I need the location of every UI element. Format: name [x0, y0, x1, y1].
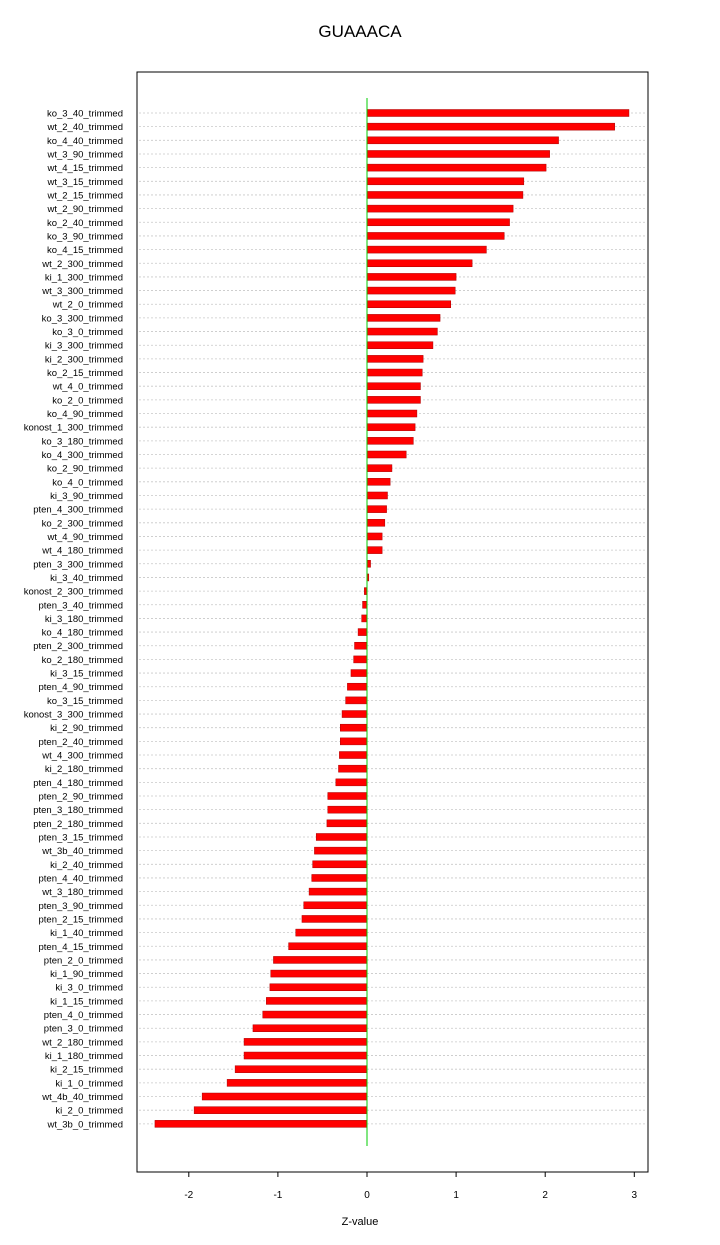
category-label: ki_3_40_trimmed — [50, 572, 123, 584]
category-label: wt_2_90_trimmed — [47, 204, 123, 216]
bar — [270, 984, 367, 991]
bar — [367, 506, 387, 513]
bar — [367, 437, 413, 444]
bar — [313, 861, 367, 868]
category-label: pten_3_300_trimmed — [33, 559, 123, 571]
category-label: ko_4_90_trimmed — [46, 409, 123, 421]
category-label: wt_3_300_trimmed — [42, 286, 123, 298]
category-label: konost_3_300_trimmed — [23, 709, 123, 721]
category-label: wt_2_0_trimmed — [52, 299, 123, 311]
category-label: ki_1_15_trimmed — [50, 996, 123, 1008]
category-label: pten_3_90_trimmed — [38, 900, 123, 912]
category-label: pten_2_0_trimmed — [43, 955, 123, 967]
bar — [367, 519, 385, 526]
bar — [327, 820, 367, 827]
category-label: ki_2_15_trimmed — [50, 1064, 123, 1076]
category-label: ki_1_300_trimmed — [44, 272, 123, 284]
bar — [312, 874, 367, 881]
bar — [367, 205, 513, 212]
bar — [367, 273, 456, 280]
category-label: wt_4_180_trimmed — [42, 545, 123, 557]
bar — [367, 533, 382, 540]
bar — [367, 110, 629, 117]
category-label: ko_2_0_trimmed — [52, 395, 123, 407]
category-label: ko_3_180_trimmed — [41, 436, 123, 448]
bar — [367, 178, 524, 185]
bar — [367, 396, 420, 403]
category-label: ki_3_90_trimmed — [50, 490, 123, 502]
category-label: konost_1_300_trimmed — [23, 422, 123, 434]
bar — [367, 547, 382, 554]
category-label: ki_3_300_trimmed — [44, 340, 123, 352]
bar — [314, 847, 367, 854]
x-tick-label: -1 — [273, 1190, 283, 1201]
bar — [367, 287, 455, 294]
bar — [194, 1107, 367, 1114]
category-label: wt_3b_40_trimmed — [42, 846, 123, 858]
category-label: pten_2_15_trimmed — [38, 914, 123, 926]
bar — [367, 260, 472, 267]
category-label: wt_3_15_trimmed — [47, 176, 123, 188]
category-label: wt_3_90_trimmed — [47, 149, 123, 161]
bar — [367, 219, 510, 226]
bar — [155, 1120, 367, 1127]
bar — [309, 888, 367, 895]
bar — [367, 164, 546, 171]
category-label: pten_2_180_trimmed — [33, 818, 123, 830]
bar — [316, 833, 367, 840]
category-label: ko_2_90_trimmed — [46, 463, 123, 475]
category-label: ki_2_300_trimmed — [44, 354, 123, 366]
category-label: ki_1_40_trimmed — [50, 928, 123, 940]
x-tick-label: 2 — [542, 1190, 548, 1201]
bar — [367, 369, 422, 376]
category-label: ko_4_0_trimmed — [52, 477, 123, 489]
category-label: ki_3_15_trimmed — [50, 668, 123, 680]
category-label: wt_2_40_trimmed — [47, 122, 123, 134]
bar — [347, 683, 367, 690]
bar — [358, 629, 367, 636]
bar — [351, 670, 367, 677]
bar — [367, 342, 433, 349]
category-label: pten_2_90_trimmed — [38, 791, 123, 803]
category-label: pten_4_300_trimmed — [33, 504, 123, 516]
bar — [367, 137, 559, 144]
bar — [338, 765, 367, 772]
bar — [367, 328, 437, 335]
bar — [202, 1093, 367, 1100]
bar — [296, 929, 367, 936]
category-label: ko_4_15_trimmed — [46, 245, 123, 257]
category-label: ki_1_180_trimmed — [44, 1051, 123, 1063]
category-label: pten_4_180_trimmed — [33, 777, 123, 789]
category-labels — [24, 109, 123, 1131]
category-label: wt_2_300_trimmed — [42, 258, 123, 270]
bar — [304, 902, 367, 909]
category-label: ki_3_0_trimmed — [55, 982, 123, 994]
bar — [367, 150, 550, 157]
bar — [339, 752, 367, 759]
bar — [367, 383, 420, 390]
category-label: pten_4_90_trimmed — [38, 682, 123, 694]
x-tick-label: 3 — [631, 1190, 638, 1201]
category-label: pten_3_0_trimmed — [43, 1023, 123, 1035]
bar — [289, 943, 367, 950]
bar — [367, 410, 417, 417]
bar — [367, 232, 504, 239]
bar — [354, 656, 367, 663]
category-label: ko_2_300_trimmed — [41, 518, 123, 530]
category-label: ko_4_180_trimmed — [41, 627, 123, 639]
category-label: wt_3_180_trimmed — [42, 887, 123, 899]
bar — [328, 793, 367, 800]
category-label: wt_2_180_trimmed — [42, 1037, 123, 1049]
category-label: wt_3b_0_trimmed — [47, 1119, 123, 1131]
bar — [266, 997, 367, 1004]
category-label: ko_4_300_trimmed — [41, 450, 123, 461]
x-tick-label: 1 — [453, 1190, 459, 1201]
category-label: ki_3_180_trimmed — [44, 613, 123, 625]
category-label: ki_2_40_trimmed — [50, 859, 123, 871]
bar — [367, 246, 486, 253]
x-tick-label: 0 — [364, 1190, 370, 1201]
category-label: ko_4_40_trimmed — [46, 135, 123, 147]
category-label: ko_2_15_trimmed — [46, 368, 123, 380]
bar — [367, 355, 423, 362]
bar — [346, 697, 367, 704]
category-label: pten_4_40_trimmed — [38, 873, 123, 885]
x-axis-label: Z-value — [341, 1216, 379, 1228]
bar — [227, 1079, 367, 1086]
bar — [367, 465, 392, 472]
category-label: ko_3_0_trimmed — [52, 327, 123, 339]
bar — [367, 424, 415, 431]
bar — [367, 123, 615, 130]
bar — [235, 1066, 367, 1073]
bar — [367, 478, 390, 485]
bar — [367, 492, 387, 499]
category-label: ko_3_15_trimmed — [46, 695, 123, 707]
category-label: wt_4_90_trimmed — [47, 531, 123, 543]
category-label: wt_4_15_trimmed — [47, 163, 123, 175]
bar — [367, 191, 523, 198]
bar — [273, 956, 367, 963]
bar — [367, 314, 440, 321]
category-label: ko_2_180_trimmed — [41, 654, 123, 666]
category-label: ko_3_90_trimmed — [46, 231, 123, 243]
bar — [263, 1011, 367, 1018]
bar — [271, 970, 367, 977]
category-label: ki_1_90_trimmed — [50, 969, 123, 981]
bar — [342, 711, 367, 718]
category-label: pten_3_180_trimmed — [33, 805, 123, 817]
chart-title: GUAAACA — [318, 22, 402, 41]
category-label: pten_2_40_trimmed — [38, 736, 123, 748]
bar — [302, 915, 367, 922]
category-label: ki_2_90_trimmed — [50, 723, 123, 735]
bar — [244, 1038, 367, 1045]
bar — [363, 601, 367, 608]
bar — [328, 806, 367, 813]
category-label: wt_4_300_trimmed — [42, 750, 123, 762]
category-label: ki_1_0_trimmed — [55, 1078, 123, 1090]
category-label: wt_4b_40_trimmed — [42, 1092, 123, 1104]
category-label: ki_2_0_trimmed — [55, 1105, 123, 1117]
category-label: wt_2_15_trimmed — [47, 190, 123, 202]
category-label: konost_2_300_trimmed — [23, 586, 123, 598]
bar — [340, 738, 367, 745]
category-label: pten_2_300_trimmed — [33, 641, 123, 653]
bar — [367, 301, 451, 308]
category-label: pten_3_40_trimmed — [38, 600, 123, 612]
category-label: pten_4_0_trimmed — [43, 1010, 123, 1022]
bar — [244, 1052, 367, 1059]
bar — [355, 642, 367, 649]
category-label: ko_3_40_trimmed — [46, 108, 123, 120]
category-label: ki_2_180_trimmed — [44, 764, 123, 776]
bar — [336, 779, 367, 786]
bar — [367, 560, 371, 567]
x-tick-label: -2 — [184, 1190, 194, 1201]
category-label: ko_2_40_trimmed — [46, 217, 123, 229]
category-label: wt_4_0_trimmed — [52, 381, 123, 393]
category-label: ko_3_300_trimmed — [41, 313, 123, 325]
category-label: pten_3_15_trimmed — [38, 832, 123, 844]
bar — [367, 451, 406, 458]
bar — [340, 724, 367, 731]
category-label: pten_4_15_trimmed — [38, 941, 123, 953]
bar — [362, 615, 367, 622]
bar — [253, 1025, 367, 1032]
